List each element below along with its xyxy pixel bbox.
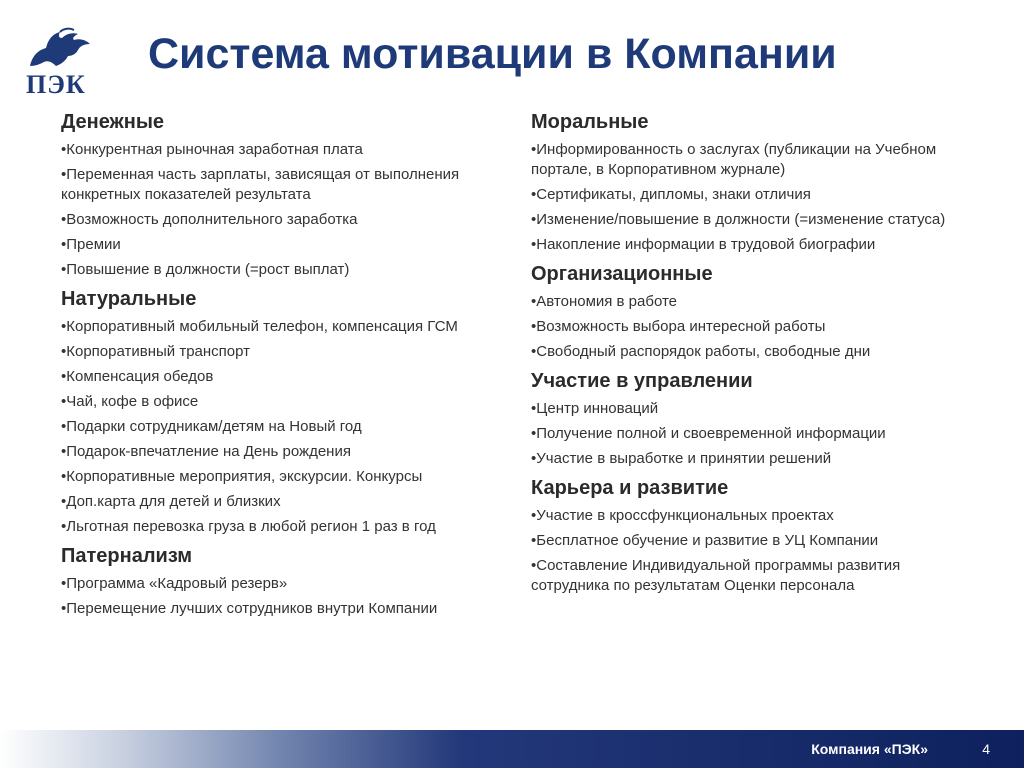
- list-item: •Чай, кофе в офисе: [61, 393, 199, 410]
- list-item: •Информированность о заслугах (публикации на Учебном портале, в Корпоративном журнале): [531, 141, 937, 178]
- section-heading: Карьера и развитие: [531, 477, 729, 499]
- bullet-list: [531, 399, 971, 469]
- list-item: •Накопление информации в трудовой биографии: [531, 236, 876, 253]
- logo-text: ПЭК: [26, 70, 86, 99]
- footer-company: Компания «ПЭК»: [811, 741, 928, 757]
- list-item: •Составление Индивидуальной программы развития сотрудника по результатам Оценки персонала: [531, 557, 901, 594]
- section-paternalism: [61, 542, 511, 619]
- list-item: •Льготная перевозка груза в любой регион 1 раз в год: [61, 518, 436, 535]
- footer-bar: [0, 730, 1024, 768]
- list-item: •Участие в выработке и принятии решений: [531, 450, 832, 467]
- list-item: •Корпоративный мобильный телефон, компенсация ГСМ: [61, 318, 458, 335]
- list-item: •Корпоративные мероприятия, экскурсии. Конкурсы: [61, 468, 423, 485]
- section-natural: [61, 285, 511, 537]
- list-item: •Переменная часть зарплаты, зависящая от выполнения конкретных показателей результата: [61, 166, 460, 203]
- list-item: •Свободный распорядок работы, свободные дни: [531, 343, 871, 360]
- bullet-list: [61, 317, 511, 537]
- section-heading: Денежные: [61, 111, 165, 133]
- list-item: •Возможность дополнительного заработка: [61, 211, 358, 228]
- right-column: [531, 108, 971, 601]
- bullet-list: [531, 506, 971, 596]
- list-item: •Программа «Кадровый резерв»: [61, 575, 288, 592]
- bullet-list: [531, 292, 971, 362]
- left-column: [61, 108, 511, 624]
- section-monetary: [61, 108, 511, 280]
- section-organizational: [531, 260, 971, 362]
- list-item: •Перемещение лучших сотрудников внутри Компании: [61, 600, 438, 617]
- bullet-list: [61, 140, 511, 280]
- list-item: •Центр инноваций: [531, 400, 659, 417]
- bullet-list: [61, 574, 511, 619]
- list-item: •Получение полной и своевременной информации: [531, 425, 886, 442]
- horse-icon: [22, 26, 102, 74]
- section-heading: Участие в управлении: [531, 370, 753, 392]
- list-item: •Участие в кроссфункциональных проектах: [531, 507, 834, 524]
- section-heading: Натуральные: [61, 288, 197, 310]
- section-management: [531, 367, 971, 469]
- page-title: Система мотивации в Компании: [148, 30, 837, 78]
- section-heading: Организационные: [531, 263, 713, 285]
- list-item: •Доп.карта для детей и близких: [61, 493, 281, 510]
- list-item: •Возможность выбора интересной работы: [531, 318, 826, 335]
- section-moral: [531, 108, 971, 255]
- list-item: •Подарки сотрудникам/детям на Новый год: [61, 418, 362, 435]
- list-item: •Изменение/повышение в должности (=изменение статуса): [531, 211, 946, 228]
- section-heading: Моральные: [531, 111, 649, 133]
- list-item: •Компенсация обедов: [61, 368, 214, 385]
- section-career: [531, 474, 971, 596]
- section-heading: Патернализм: [61, 545, 193, 567]
- list-item: •Корпоративный транспорт: [61, 343, 251, 360]
- list-item: •Конкурентная рыночная заработная плата: [61, 141, 363, 158]
- list-item: •Автономия в работе: [531, 293, 678, 310]
- page-number: 4: [982, 741, 990, 757]
- list-item: •Премии: [61, 236, 121, 253]
- company-logo: [22, 26, 102, 98]
- list-item: •Повышение в должности (=рост выплат): [61, 261, 350, 278]
- list-item: •Сертификаты, дипломы, знаки отличия: [531, 186, 811, 203]
- bullet-list: [531, 140, 971, 255]
- list-item: •Подарок-впечатление на День рождения: [61, 443, 351, 460]
- list-item: •Бесплатное обучение и развитие в УЦ Компании: [531, 532, 879, 549]
